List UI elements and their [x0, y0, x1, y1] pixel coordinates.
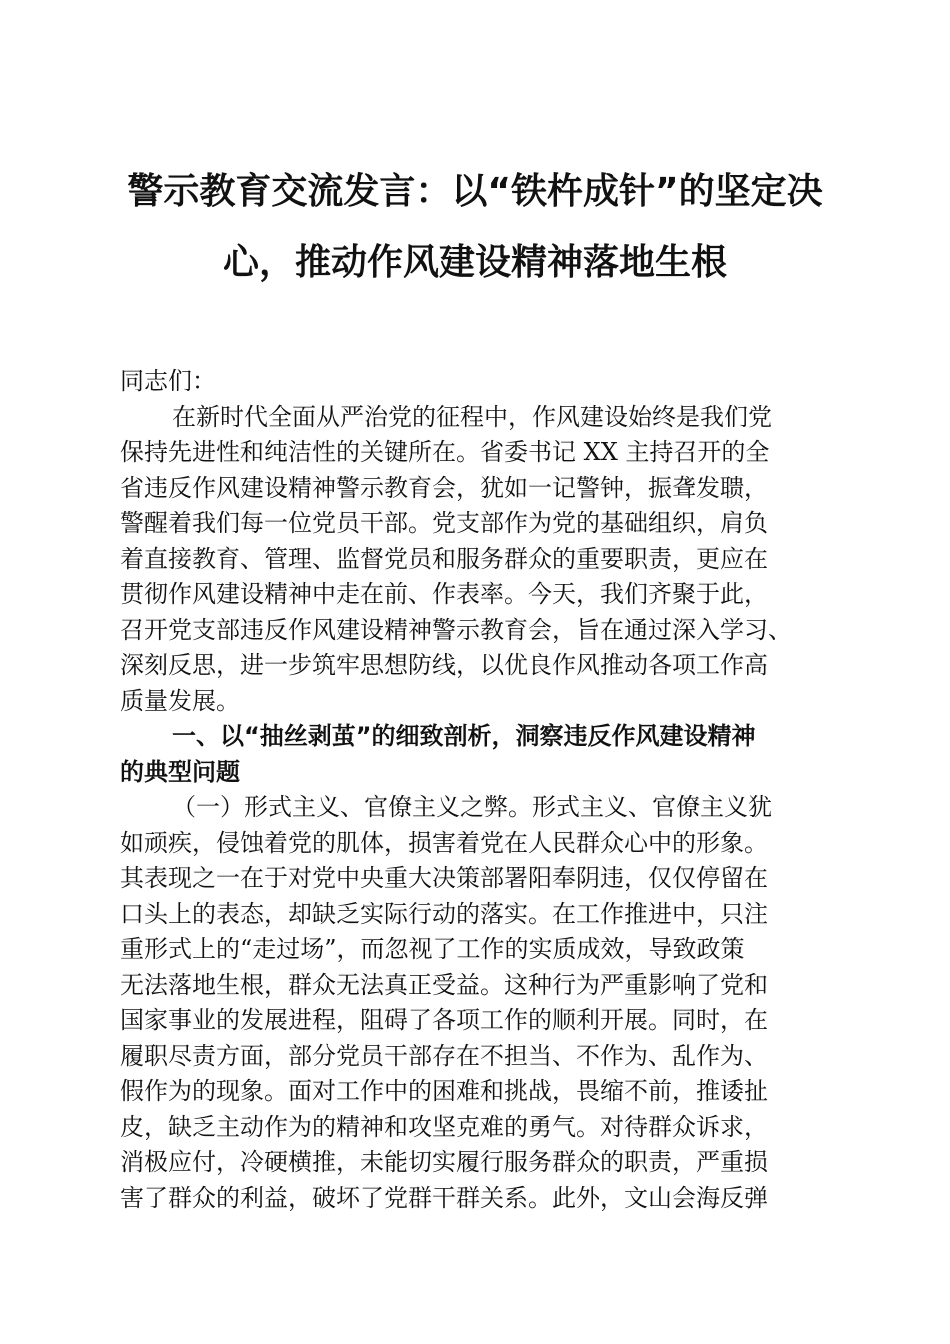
paragraph-line: 保持先进性和纯洁性的关键所在。省委书记 XX 主持召开的全: [120, 438, 770, 466]
paragraph-line: 在新时代全面从严治党的征程中，作风建设始终是我们党: [172, 402, 772, 431]
paragraph-line: 贯彻作风建设精神中走在前、作表率。今天，我们齐聚于此，: [120, 580, 768, 608]
document-body: [120, 364, 840, 1216]
paragraph-line: 着直接教育、管理、监督党员和服务群众的重要职责，更应在: [120, 544, 768, 573]
subsection-line: 其表现之一在于对党中央重大决策部署阳奉阴违，仅仅停留在: [120, 864, 768, 892]
document-title: [100, 168, 850, 286]
subsection-line: 无法落地生根，群众无法真正受益。这种行为严重影响了党和: [120, 970, 768, 999]
title-line-2: 心，推动作风建设精神落地生根: [222, 242, 727, 283]
paragraph-line: 省违反作风建设精神警示教育会，犹如一记警钟，振聋发聩，: [120, 473, 768, 502]
subsection-line: 消极应付，冷硬横推，未能切实履行服务群众的职责，严重损: [120, 1148, 768, 1176]
paragraph-line: 深刻反思，进一步筑牢思想防线，以优良作风推动各项工作高: [120, 651, 768, 679]
section-heading-line: 的典型问题: [120, 757, 240, 786]
paragraph-line: 警醒着我们每一位党员干部。党支部作为党的基础组织，肩负: [120, 509, 768, 537]
subsection-line: 如顽疾，侵蚀着党的肌体，损害着党在人民群众心中的形象。: [120, 828, 768, 857]
title-line-1: 警示教育交流发言：以“铁杵成针”的坚定决: [127, 171, 823, 212]
subsection-line: 国家事业的发展进程，阻碍了各项工作的顺利开展。同时，在: [120, 1006, 768, 1034]
subsection-line: 履职尽责方面，部分党员干部存在不担当、不作为、乱作为、: [120, 1041, 768, 1070]
subsection-line: 害了群众的利益，破坏了党群干群关系。此外，文山会海反弹: [120, 1183, 768, 1212]
section-heading-line: 一、以“抽丝剥茧”的细致剖析，洞察违反作风建设精神: [172, 722, 756, 750]
salutation: 同志们：: [120, 367, 216, 395]
subsection-line: 重形式上的“走过场”，而忽视了工作的实质成效，导致政策: [120, 935, 745, 963]
paragraph-line: 质量发展。: [120, 686, 240, 715]
subsection-line: （一）形式主义、官僚主义之弊。形式主义、官僚主义犹: [172, 793, 772, 821]
subsection-line: 假作为的现象。面对工作中的困难和挑战，畏缩不前，推诿扯: [120, 1077, 768, 1105]
subsection-line: 皮，缺乏主动作为的精神和攻坚克难的勇气。对待群众诉求，: [120, 1112, 768, 1141]
subsection-line: 口头上的表态，却缺乏实际行动的落实。在工作推进中，只注: [120, 899, 768, 928]
paragraph-line: 召开党支部违反作风建设精神警示教育会，旨在通过深入学习、: [120, 615, 792, 644]
